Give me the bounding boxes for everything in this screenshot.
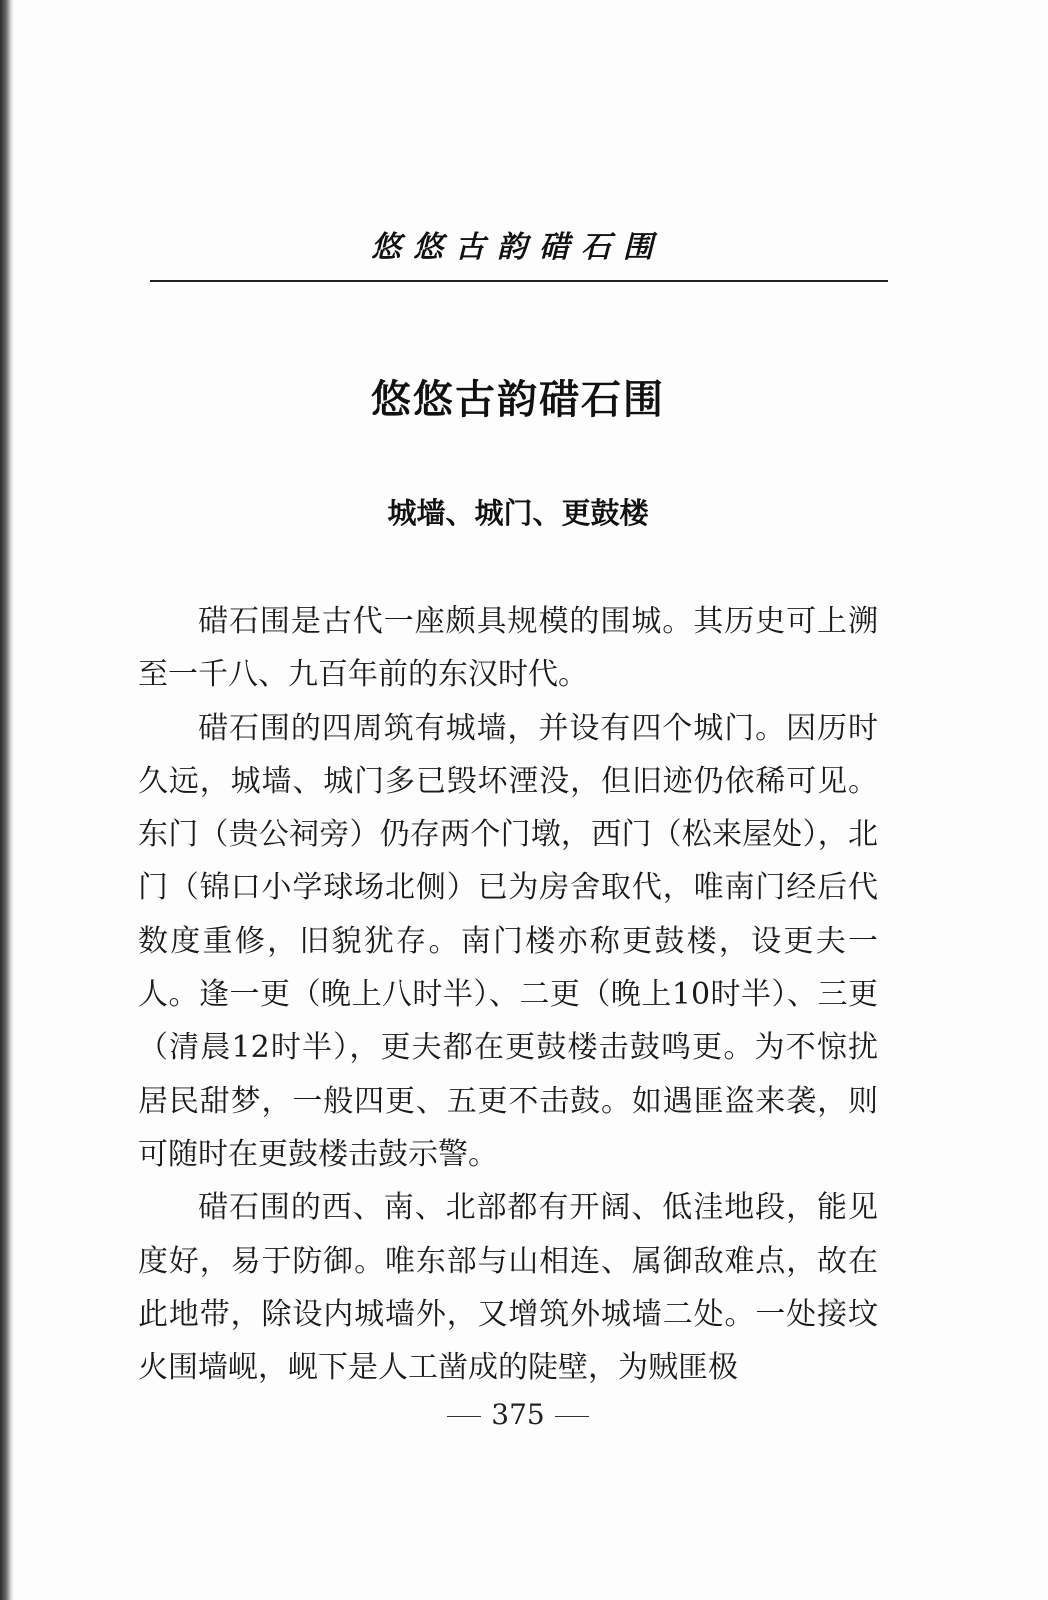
page-binding-shadow [0,0,14,1600]
page-number-footer [400,1398,636,1431]
page-number-dash-left [447,1416,481,1417]
paragraph: 碏石围的四周筑有城墙，并设有四个城门。因历时久远，城墙、城门多已毁坏湮没，但旧迹仍依稀可见。东门（贵公祠旁）仍存两个门墩，西门（松来屋处），北门（锦口小学球场北侧）已为房舍取代，唯南门经后代数度重修，旧貌犹存。南门楼亦称更鼓楼，设更夫一人。逢一更（晚上八时半）、二更（晚上10时半）、三更（清晨12时半），更夫都在更鼓楼击鼓鸣更。为不惊扰居民甜梦，一般四更、五更不击鼓。如遇匪盗来袭，则可随时在更鼓楼击鼓示警。 [138,710,878,1172]
chapter-title: 悠悠古韵碏石围 [371,377,665,423]
section-title: 城墙、城门、更鼓楼 [387,496,649,530]
page-number: 375 [491,1398,545,1431]
paragraph: 碏石围的西、南、北部都有开阔、低洼地段，能见度好，易于防御。唯东部与山相连、属御敌难点，故在此地带，除设内城墙外，又增筑外城墙二处。一处接坟火围墙岘，岘下是人工凿成的陡壁，为贼匪极 [138,1190,878,1386]
running-header: 悠悠古韵碏石围 [371,230,665,265]
page-number-dash-right [555,1416,589,1417]
body-text [138,595,878,1394]
header-rule [150,280,888,282]
paragraph: 碏石围是古代一座颇具规模的围城。其历史可上溯至一千八、九百年前的东汉时代。 [138,604,878,693]
